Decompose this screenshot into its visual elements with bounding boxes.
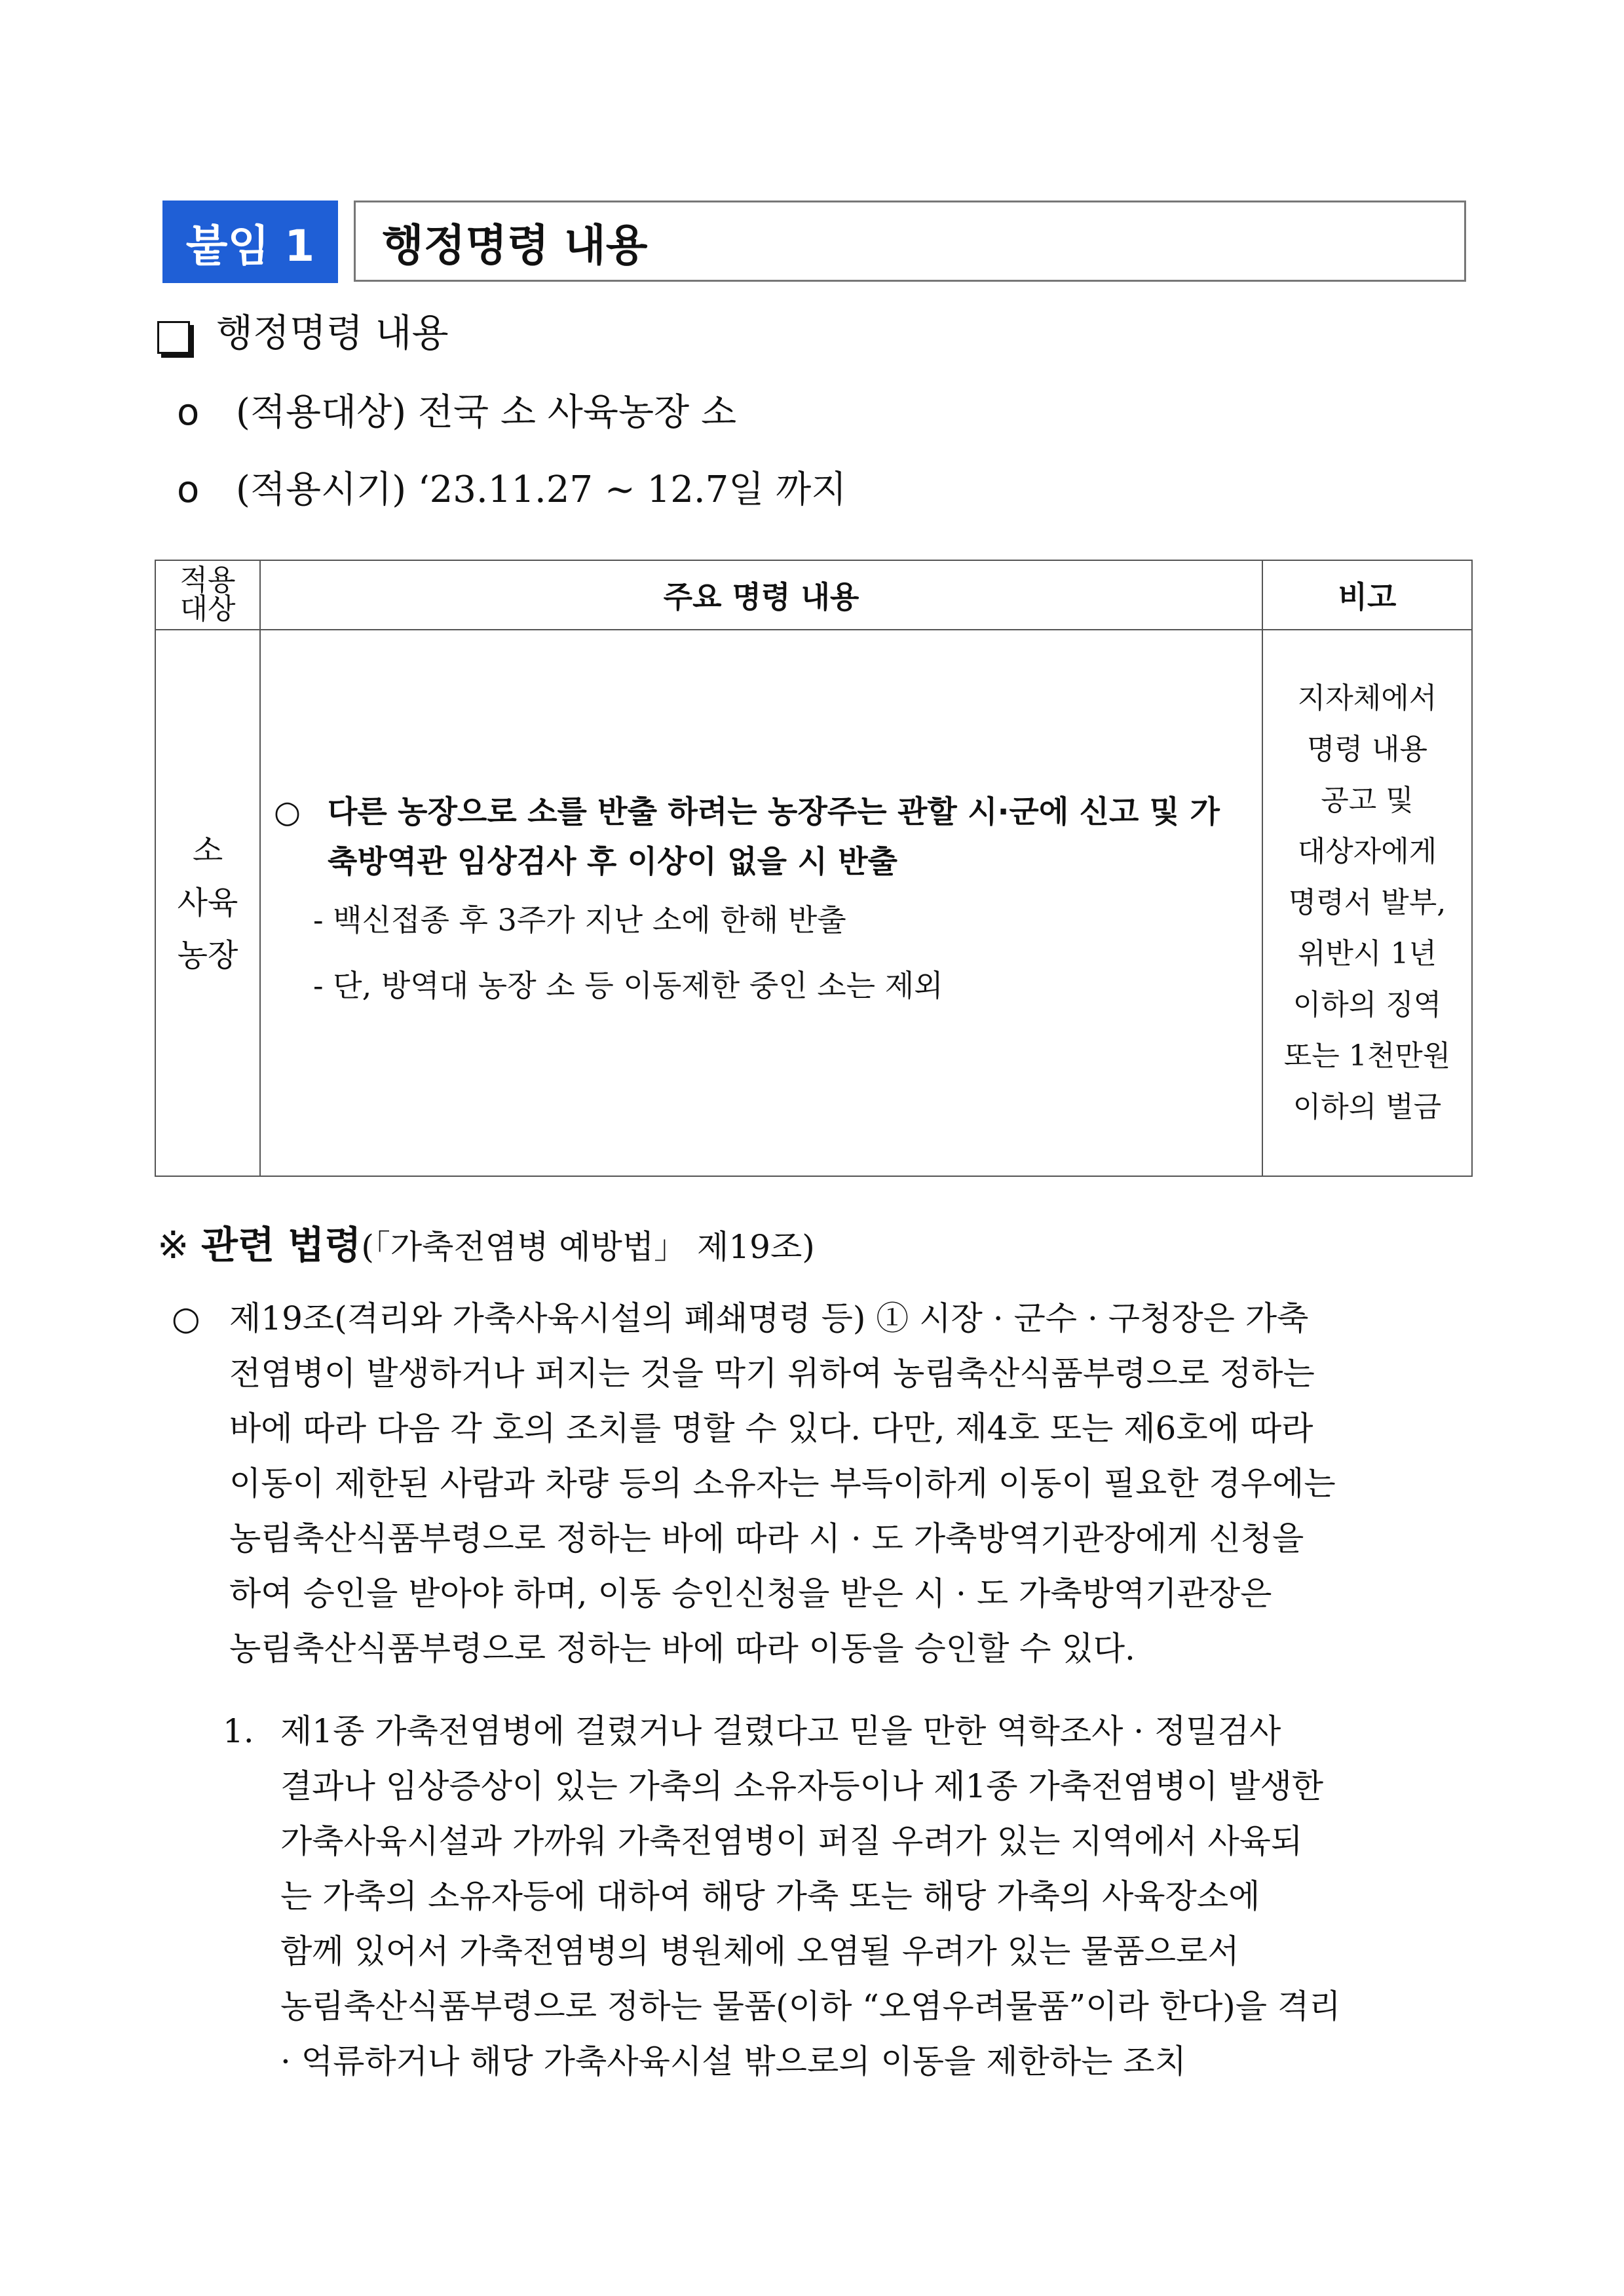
note-line: 공고 및 xyxy=(1321,784,1414,817)
page-title-text: 행정명령 내용 xyxy=(382,220,648,271)
item-line: 결과나 임상증상이 있는 가축의 소유자등이나 제1종 가축전염병이 발생한 xyxy=(280,1767,1324,1805)
page-title xyxy=(354,201,1466,282)
dash-item: - 단, 방역대 농장 소 등 이동제한 중인 소는 제외 xyxy=(313,968,943,1003)
header-note: 비고 xyxy=(1262,560,1472,630)
table-row xyxy=(155,630,1472,1176)
header-target-line1: 적용 xyxy=(179,564,236,597)
item-line xyxy=(223,1704,1477,1759)
target-line: 소 xyxy=(192,832,223,869)
bullet-target xyxy=(177,387,736,439)
item-line: 가축사육시설과 가까워 가축전염병이 퍼질 우려가 있는 지역에서 사육되 xyxy=(280,1822,1303,1860)
note-line: 또는 1천만원 xyxy=(1283,1039,1451,1073)
header-main: 주요 명령 내용 xyxy=(260,560,1262,630)
cell-target xyxy=(155,630,260,1176)
header-target xyxy=(155,560,260,630)
circle-bullet-icon: o xyxy=(177,391,200,434)
table-header-row xyxy=(155,560,1472,630)
law-heading xyxy=(157,1219,815,1273)
note-line: 대상자에게 xyxy=(1297,835,1437,868)
law-heading-title: 관련 법령 xyxy=(201,1223,362,1267)
reference-mark-icon: ※ xyxy=(157,1223,189,1267)
bullet-period-text: (적용시기) ‘23.11.27 ~ 12.7일 까지 xyxy=(236,469,847,511)
circle-bullet-icon: ○ xyxy=(274,794,301,830)
bullet-target-text: (적용대상) 전국 소 사육농장 소 xyxy=(236,391,737,434)
item-line: 농림축산식품부령으로 정하는 물품(이하 “오염우려물품”이라 한다)을 격리 xyxy=(280,1987,1341,2025)
header-target-line2: 대상 xyxy=(179,592,236,626)
section-heading: 행정명령 내용 xyxy=(216,311,449,355)
item-line: · 억류하거나 해당 가축사육시설 밖으로의 이동을 제한하는 조치 xyxy=(280,2042,1186,2080)
circle-bullet-icon: o xyxy=(177,469,200,511)
law-item-1 xyxy=(223,1704,1477,2089)
main-command-text: 다른 농장으로 소를 반출 하려는 농장주는 관할 시·군에 신고 및 가축방역관 임상검사 후 이상이 없을 시 반출 xyxy=(328,794,1220,880)
law-line: 전염병이 발생하거나 퍼지는 것을 막기 위하여 농림축산식품부령으로 정하는 xyxy=(229,1354,1315,1392)
attachment-tag-label: 붙임 1 xyxy=(185,220,315,271)
law-line: 바에 따라 다음 각 호의 조치를 명할 수 있다. 다만, 제4호 또는 제6호에 따라 xyxy=(229,1409,1313,1447)
target-line: 사육 xyxy=(177,885,238,921)
note-line: 명령 내용 xyxy=(1306,733,1427,766)
law-paragraph xyxy=(172,1291,1475,1676)
bullet-period xyxy=(177,464,846,516)
main-command-bullet xyxy=(274,788,1249,887)
dash-item: - 백신접종 후 3주가 지난 소에 한해 반출 xyxy=(313,902,846,938)
attachment-tag xyxy=(162,201,338,283)
square-bullet-icon xyxy=(157,321,190,354)
law-line: 농림축산식품부령으로 정하는 바에 따라 이동을 승인할 수 있다. xyxy=(229,1630,1135,1668)
item-line: 는 가축의 소유자등에 대하여 해당 가축 또는 해당 가축의 사육장소에 xyxy=(280,1877,1260,1915)
command-table xyxy=(155,560,1473,1177)
note-line: 위반시 1년 xyxy=(1298,937,1437,970)
cell-main-content xyxy=(260,630,1262,1176)
target-line: 농장 xyxy=(177,937,238,974)
note-line: 지자체에서 xyxy=(1297,681,1437,715)
law-line: 농림축산식품부령으로 정하는 바에 따라 시 · 도 가축방역기관장에게 신청을 xyxy=(229,1520,1304,1558)
item-line-text: 제1종 가축전염병에 걸렸거나 걸렸다고 믿을 만한 역학조사 · 정밀검사 xyxy=(280,1712,1281,1750)
item-line: 함께 있어서 가축전염병의 병원체에 오염될 우려가 있는 물품으로서 xyxy=(280,1932,1239,1970)
note-line: 명령서 발부, xyxy=(1288,886,1446,919)
note-line: 이하의 벌금 xyxy=(1293,1090,1442,1124)
law-line: 하여 승인을 받아야 하며, 이동 승인신청을 받은 시 · 도 가축방역기관장은 xyxy=(229,1575,1272,1613)
note-line: 이하의 징역 xyxy=(1293,988,1442,1022)
law-line-text: 제19조(격리와 가축사육시설의 폐쇄명령 등) ① 시장 · 군수 · 구청장은 가축 xyxy=(229,1299,1309,1337)
item-number: 1. xyxy=(223,1712,254,1750)
law-heading-reference: (「가축전염병 예방법」 제19조) xyxy=(361,1228,815,1266)
cell-note xyxy=(1262,630,1472,1176)
circle-bullet-icon: ○ xyxy=(172,1299,200,1337)
law-line xyxy=(172,1291,1475,1346)
law-line: 이동이 제한된 사람과 차량 등의 소유자는 부득이하게 이동이 필요한 경우에는 xyxy=(229,1464,1336,1502)
